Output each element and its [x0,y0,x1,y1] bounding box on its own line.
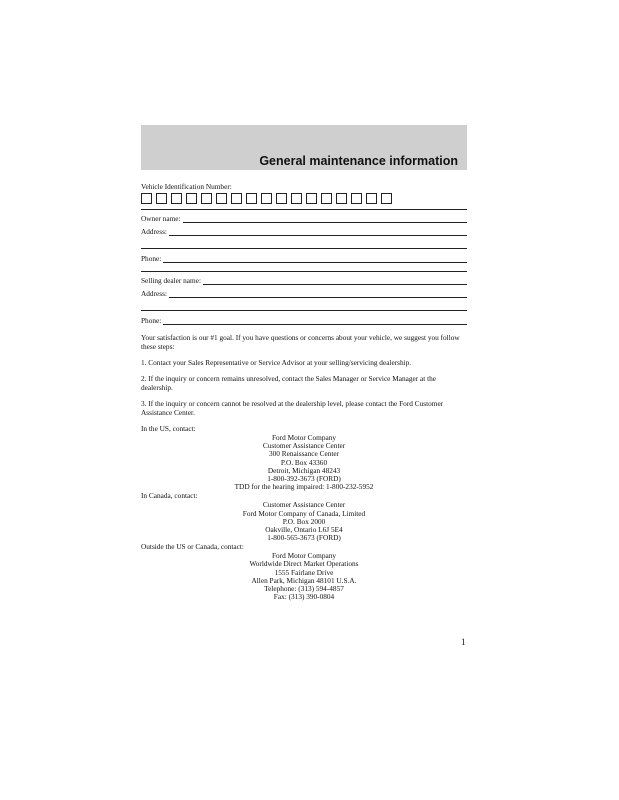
vin-char-box[interactable] [246,193,257,204]
phone-line: Telephone: (313) 594-4857 [264,584,344,593]
owner-phone-field[interactable] [141,250,467,263]
address-line: Ford Motor Company [271,433,337,442]
dealer-name-label: Selling dealer name: [141,276,201,285]
dealer-address-field[interactable] [141,285,467,298]
fax-line: Fax: (313) 390-0804 [273,592,335,602]
dealer-address-label: Address: [141,289,167,298]
phone-line: 1-800-392-3673 (FORD) [267,473,341,483]
address-line: Worldwide Direct Market Operations [249,559,359,569]
phone-line: 1-800-565-3673 (FORD) [267,533,341,543]
step-1-paragraph: 1. Contact your Sales Representative or Service Advisor at your selling/servicing dealership. [141,358,412,367]
vin-char-box[interactable] [156,193,167,204]
dealer-phone-label: Phone: [141,316,162,325]
page-content [141,182,467,600]
dealer-name-line[interactable] [203,276,467,285]
dealer-phone-field[interactable] [141,312,467,325]
outside-contact-label: Outside the US or Canada, contact: [141,542,244,552]
owner-phone-line[interactable] [163,254,467,263]
vin-char-box[interactable] [381,193,392,204]
us-address-block [141,433,467,490]
address-line: P.O. Box 43360 [280,457,328,467]
address-line: 1555 Fairlane Drive [274,567,334,577]
vin-char-box[interactable] [336,193,347,204]
vin-char-box[interactable] [351,193,362,204]
vin-char-box[interactable] [141,193,152,204]
dealer-name-field[interactable] [141,272,467,285]
tdd-line: TDD for the hearing impaired: 1-800-232-5952 [234,482,374,492]
vin-boxes [141,193,467,206]
vin-char-box[interactable] [261,193,272,204]
owner-address-line-2[interactable] [141,236,467,249]
page-number: 1 [461,637,466,647]
page-title: General maintenance information [259,154,458,168]
dealer-phone-line[interactable] [163,316,467,325]
vin-char-box[interactable] [366,193,377,204]
outside-address-block [141,551,467,600]
owner-name-label: Owner name: [141,214,181,223]
owner-address-field[interactable] [141,223,467,236]
step-3-paragraph: 3. If the inquiry or concern cannot be resolved at the dealership level, please contact the Ford Customer Assistance Center. [141,399,444,417]
vin-char-box[interactable] [231,193,242,204]
header-band [141,125,467,170]
vin-char-box[interactable] [216,193,227,204]
address-line: Detroit, Michigan 48243 [267,465,341,475]
owner-phone-label: Phone: [141,254,162,263]
owner-name-line[interactable] [183,214,467,223]
vin-char-box[interactable] [291,193,302,204]
address-line: Allen Park, Michigan 48101 U.S.A. [251,575,357,585]
address-line: 300 Renaissance Center [268,449,340,459]
step-2-paragraph: 2. If the inquiry or concern remains unresolved, contact the Sales Manager or Service Manager at the dealership. [141,374,437,392]
address-line: Customer Assistance Center [262,500,346,510]
dealer-address-line[interactable] [169,289,467,298]
owner-address-label: Address: [141,227,167,236]
address-line: P.O. Box 2000 [282,516,326,526]
us-contact-label: In the US, contact: [141,424,196,433]
dealer-address-line-2[interactable] [141,298,467,311]
vin-char-box[interactable] [306,193,317,204]
address-line: Customer Assistance Center [262,441,346,451]
vin-char-box[interactable] [276,193,287,204]
vin-char-box[interactable] [321,193,332,204]
address-line: Ford Motor Company of Canada, Limited [242,508,366,518]
address-line: Ford Motor Company [271,551,337,561]
owner-name-field[interactable] [141,210,467,223]
vin-char-box[interactable] [201,193,212,204]
owner-address-line[interactable] [169,227,467,236]
address-line: Oakville, Ontario L6J 5E4 [265,524,343,534]
intro-paragraph: Your satisfaction is our #1 goal. If you have questions or concerns about your vehicle, we suggest you follow these steps: [141,333,460,351]
canada-address-block [141,500,467,541]
canada-contact-label: In Canada, contact: [141,491,198,501]
vin-char-box[interactable] [171,193,182,204]
vin-char-box[interactable] [186,193,197,204]
vin-label: Vehicle Identification Number: [141,182,232,191]
